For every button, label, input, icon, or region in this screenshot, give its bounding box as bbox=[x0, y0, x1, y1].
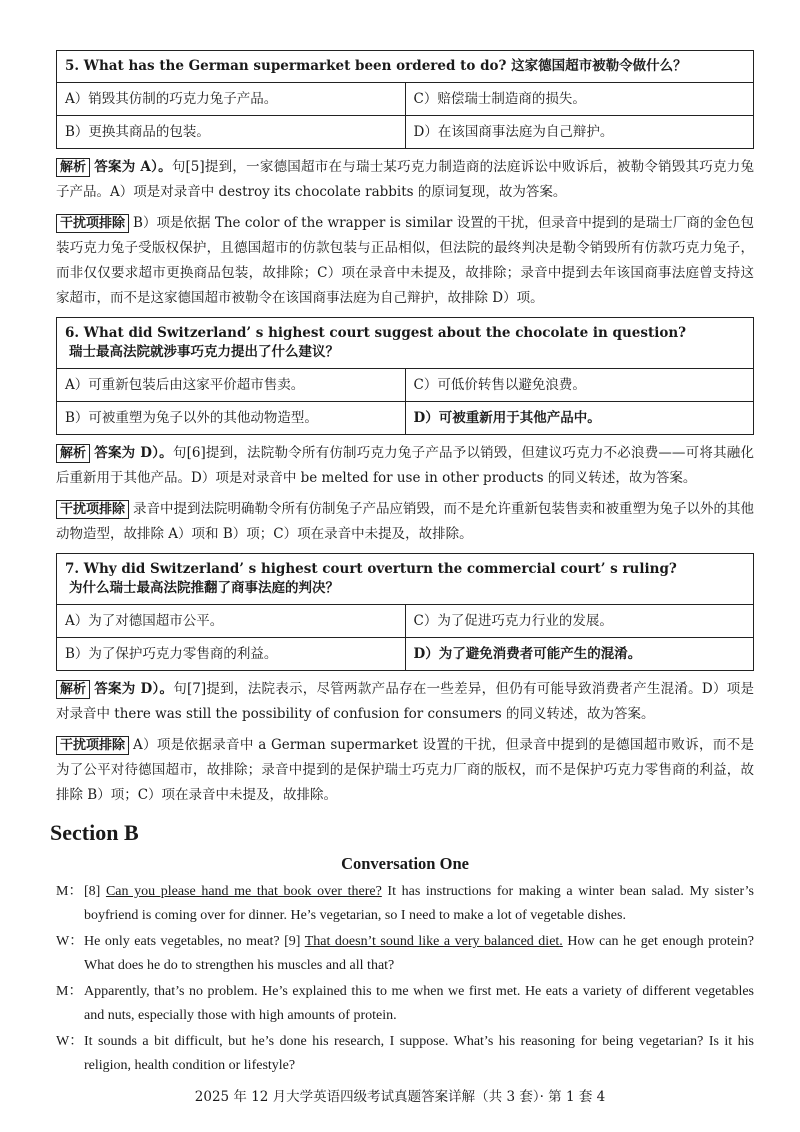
speaker-label: W： bbox=[56, 1034, 84, 1049]
distractor-tag: 干扰项排除 bbox=[56, 214, 129, 233]
analysis-text: 句[6]提到，法院勒令所有仿制巧克力兔子产品予以销毁，但建议巧克力不必浪费——可将其融化后重新用于其他产品。D）项是对录音中 be melted for use in other products 的同义转述，故为答案。 bbox=[56, 445, 754, 486]
option-a: A）销毁其仿制的巧克力兔子产品。 bbox=[57, 83, 406, 116]
analysis-paragraph bbox=[56, 441, 754, 491]
analysis-tag: 解析 bbox=[56, 444, 90, 463]
page-footer: 2025 年 12 月大学英语四级考试真题答案详解（共 3 套）· 第 1 套 4 bbox=[194, 1089, 606, 1105]
sentence-marker: [8] bbox=[84, 884, 101, 899]
speaker-label: M： bbox=[56, 984, 83, 999]
option-b: B）更换其商品的包装。 bbox=[57, 116, 406, 149]
sentence-marker: [9] bbox=[284, 934, 301, 949]
question-7-stem bbox=[57, 554, 754, 605]
speaker-label: W： bbox=[56, 934, 84, 949]
key-sentence: That doesn’t sound like a very balanced diet. bbox=[304, 934, 563, 949]
dialogue-line bbox=[56, 930, 754, 978]
option-c: C）为了促进巧克力行业的发展。 bbox=[405, 605, 754, 638]
answer-text: 答案为 D）。 bbox=[94, 681, 174, 697]
question-5-stem: 5. What has the German supermarket been ordered to do? 这家德国超市被勒令做什么？ bbox=[57, 51, 754, 83]
key-sentence: Can you please hand me that book over there? bbox=[105, 884, 382, 899]
option-d-correct: D）可被重新用于其他产品中。 bbox=[405, 402, 754, 435]
analysis-paragraph bbox=[56, 155, 754, 205]
question-5-analysis bbox=[56, 155, 754, 311]
distractor-tag: 干扰项排除 bbox=[56, 500, 129, 519]
question-6-stem bbox=[57, 318, 754, 369]
analysis-tag: 解析 bbox=[56, 680, 90, 699]
analysis-text: 句[7]提到，法院表示，尽管两款产品存在一些差异，但仍有可能导致消费者产生混淆。D）项是对录音中 there was still the possibility of confusion for consumers 的同义转述，故为答案。 bbox=[56, 681, 754, 722]
analysis-paragraph bbox=[56, 677, 754, 727]
section-title: Section B bbox=[50, 820, 139, 845]
distractor-text: A）项是依据录音中 a German supermarket 设置的干扰，但录音中提到的是德国超市败诉，而不是为了公平对待德国超市，故排除；录音中提到的是保护瑞士巧克力厂商的版权，而不是保护巧克力零售商的利益，故排除 B）项；C）项在录音中未提及，故排除。 bbox=[56, 737, 754, 803]
question-6-analysis bbox=[56, 441, 754, 547]
dialogue-text: Apparently, that’s no problem. He’s explained this to me when we first met. He eats a variety of different vegetables and nuts, especially those with high amounts of protein. bbox=[84, 984, 754, 1023]
dialogue-line bbox=[56, 980, 754, 1028]
dialogue-line bbox=[56, 1030, 754, 1078]
dialogue-line bbox=[56, 880, 754, 928]
question-7-zh: 为什么瑞士最高法院推翻了商事法庭的判决？ bbox=[69, 580, 339, 596]
question-7-en: 7. Why did Switzerland’ s highest court overturn the commercial court’ s ruling? bbox=[65, 561, 677, 577]
dialogue-text: It sounds a bit difficult, but he’s done his research, I suppose. What’s his reasoning for being vegetarian? Is it his religion, health condition or lifestyle? bbox=[84, 1034, 754, 1073]
question-7-analysis bbox=[56, 677, 754, 808]
option-c: C）可低价转售以避免浪费。 bbox=[405, 369, 754, 402]
analysis-tag: 解析 bbox=[56, 158, 90, 177]
option-d-correct: D）为了避免消费者可能产生的混淆。 bbox=[405, 638, 754, 671]
option-b: B）为了保护巧克力零售商的利益。 bbox=[57, 638, 406, 671]
speaker-label: M： bbox=[56, 884, 83, 899]
option-c: C）赔偿瑞士制造商的损失。 bbox=[405, 83, 754, 116]
question-6-zh: 瑞士最高法院就涉事巧克力提出了什么建议？ bbox=[69, 344, 339, 360]
dialogue-text: How can he get enough protein? What does he do to strengthen his muscles and all that? bbox=[84, 934, 755, 973]
distractor-paragraph bbox=[56, 497, 754, 547]
option-a: A）为了对德国超市公平。 bbox=[57, 605, 406, 638]
dialogue-text: He only eats vegetables, no meat? bbox=[84, 934, 285, 949]
question-5-table bbox=[56, 50, 754, 149]
conversation-title: Conversation One bbox=[341, 854, 469, 873]
option-a: A）可重新包装后由这家平价超市售卖。 bbox=[57, 369, 406, 402]
distractor-text: 录音中提到法院明确勒令所有仿制兔子产品应销毁，而不是允许重新包装售卖和被重塑为兔子以外的其他动物造型，故排除 A）项和 B）项；C）项在录音中未提及，故排除。 bbox=[56, 501, 755, 542]
distractor-paragraph bbox=[56, 211, 754, 311]
answer-text: 答案为 A）。 bbox=[94, 159, 172, 175]
question-6-table bbox=[56, 317, 754, 435]
question-7-table bbox=[56, 553, 754, 671]
question-6-en: 6. What did Switzerland’ s highest court suggest about the chocolate in question? bbox=[65, 325, 687, 341]
answer-text: 答案为 D）。 bbox=[94, 445, 173, 461]
option-d: D）在该国商事法庭为自己辩护。 bbox=[405, 116, 754, 149]
distractor-text: B）项是依据 The color of the wrapper is similar 设置的干扰，但录音中提到的是瑞士厂商的金色包装巧克力兔子受版权保护，且德国超市的仿款包装与正品相似，但法院的最终判决是勒令销毁所有仿款巧克力兔子，而非仅仅要求超市更换商品包装，故排除；C）项在录音中未提及，故排除；录音中提到去年该国商事法庭曾支持这家超市，而不是这家德国超市被勒令在该国商事法庭为自己辩护，故排除 D）项。 bbox=[56, 215, 754, 306]
page-content bbox=[50, 50, 755, 1080]
dialogue-text: It has instructions for making a winter bean salad. My sister’s boyfriend is coming over for dinner. He’s vegetarian, so I need to make a lot of vegetable dishes. bbox=[84, 884, 754, 923]
analysis-text: 句[5]提到，一家德国超市在与瑞士某巧克力制造商的法庭诉讼中败诉后，被勒令销毁其巧克力兔子产品。A）项是对录音中 destroy its chocolate rabbits 的原词复现，故为答案。 bbox=[56, 159, 754, 200]
option-b: B）可被重塑为兔子以外的其他动物造型。 bbox=[57, 402, 406, 435]
distractor-paragraph bbox=[56, 733, 754, 808]
distractor-tag: 干扰项排除 bbox=[56, 736, 129, 755]
